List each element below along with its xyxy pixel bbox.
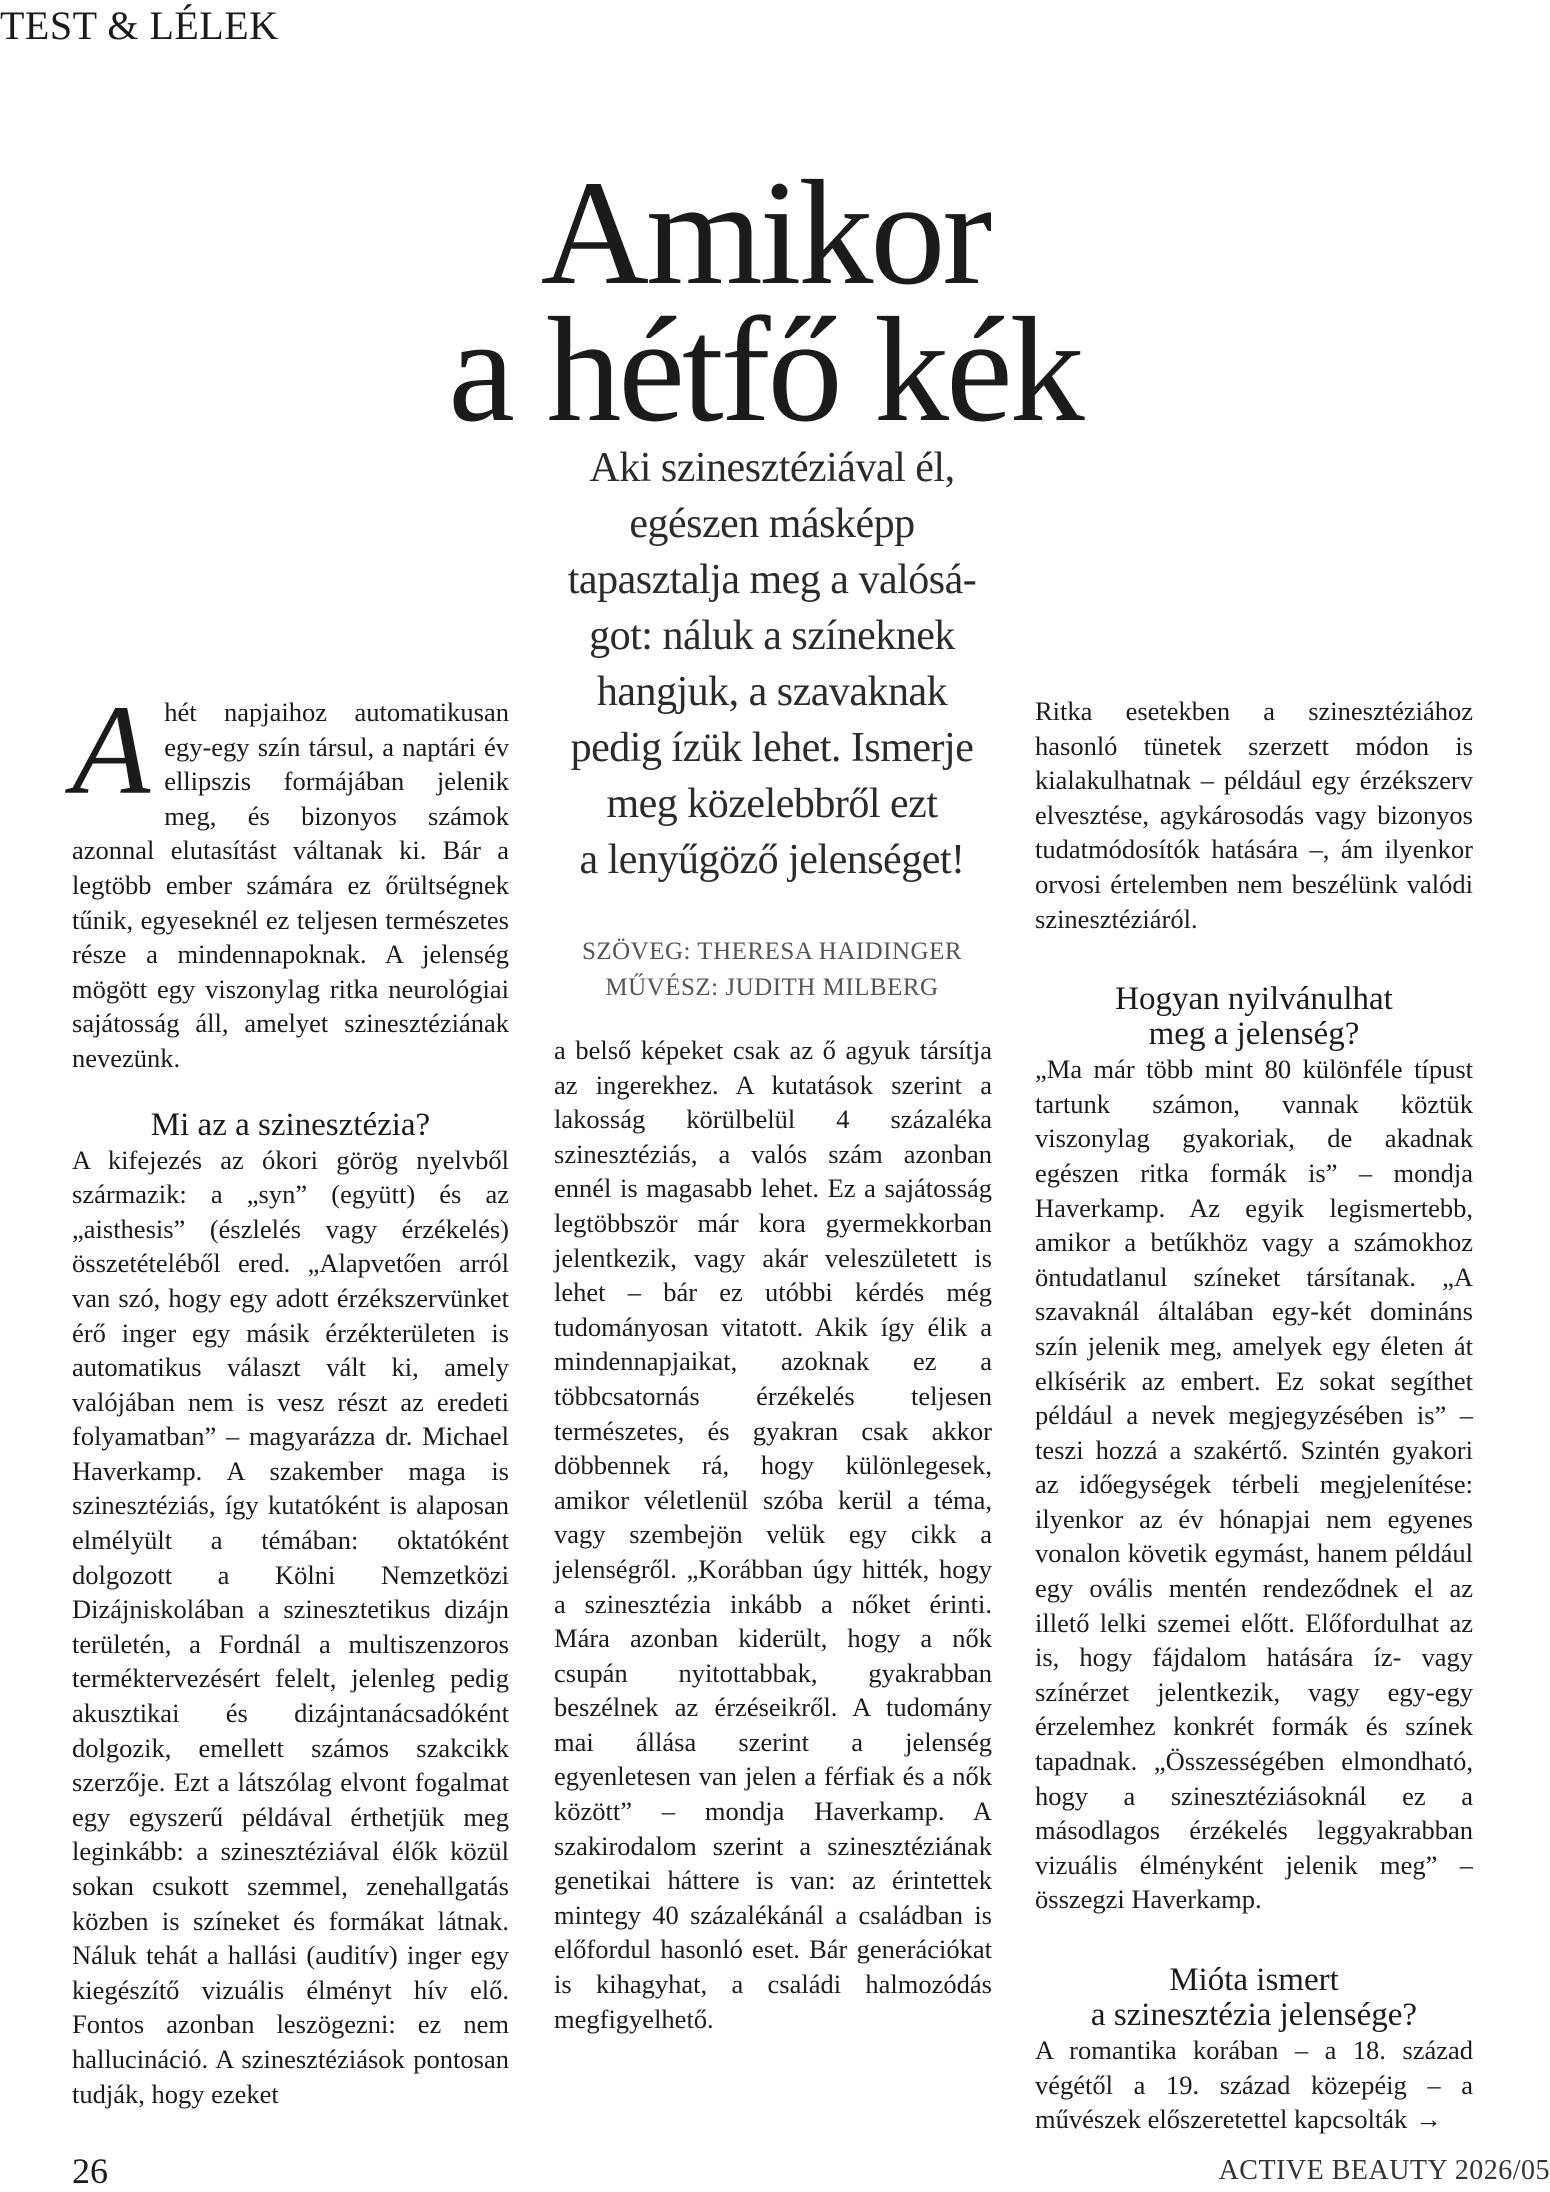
body-paragraph: a belső képeket csak az ő agyuk társítja az ingerekhez. A kutatások szerint a lakosság körülbelül 4 százaléka szinesztéziás, a valós szám azonban ennél is magasabb lehet. Ez a sajátosság legtöbbször már kora gyermekkorban jelentkezik, vagy akár veleszületett is lehet – bár ez utóbbi kérdés még tudományosan vitatott. Akik így élik a mindennapjaikat, azoknak ez a többcsatornás érzékelés teljesen természetes, és gyakran csak akkor döbbennek rá, hogy különlegesek, amikor véletlenül szóba kerül a téma, vagy szembejön velük egy cikk a jelenségről. „Korábban úgy hitték, hogy a szinesztézia inkább a nőket érinti. Mára azonban kiderült, hogy a nők csupán nyitottabbak, gyakrabban beszélnek az érzéseikről. A tudomány mai állása szerint a jelenség egyenletesen van jelen a férfiak és a nők között” – mondja Haverkamp. A szakirodalom szerint a szinesztéziának genetikai háttere is van: az érintettek mintegy 40 százalékánál a családban is előfordul hasonló eset. Bár generációkat is kihagyhat, a családi halmozódás megfigyelhető.: [554, 1035, 992, 2034]
column-1: [72, 679, 509, 2111]
subheading-line: Mióta ismert: [1169, 1962, 1339, 1998]
lead-line: meg közelebbről ezt: [606, 781, 938, 827]
continued-text: A romantika korában – a 18. század végétől a 19. század közepéig – a művészek előszeretettel kapcsolták: [1035, 2035, 1473, 2135]
lead-line: pedig ízük lehet. Ismerje: [570, 725, 974, 771]
lead-line: hangjuk, a szavaknak: [596, 669, 948, 715]
author-credit: SZÖVEG: THERESA HAIDINGER: [581, 938, 963, 965]
subheading: [1035, 982, 1473, 1052]
magazine-issue: ACTIVE BEAUTY 2026/05: [1218, 2155, 1550, 2186]
title-line: a hétfő kék: [448, 287, 1082, 453]
article-lead: [532, 440, 1012, 888]
subheading-line: meg a jelenség?: [1148, 1016, 1360, 1053]
section-label: TEST & LÉLEK: [0, 3, 279, 48]
article-title: [380, 150, 1150, 453]
subheading-line: Hogyan nyilvánulhat: [1115, 981, 1393, 1018]
lead-line: a lenyűgöző jelenséget!: [579, 837, 965, 883]
body-paragraph: „Ma már több mint 80 különféle típust tartunk számon, vannak köztük viszonylag gyakoriak, de akadnak egészen ritka formák is” – mondja Haverkamp. Az egyik legismertebb, amikor a betűkhöz vagy a számokhoz öntudatlanul színeket társítanak. „A szavaknál általában egy-két domináns szín jelenik meg, amelyek egy életen át elkísérik az embert. Ez sokat segíthet például a nevek megjegyzésében is” – teszi hozzá a szakértő. Szintén gyakori az időegységek térbeli megjelenítése: ilyenkor az év hónapjai nem egyenes vonalon követik egymást, hanem például egy ovális mentén rendeződnek el az illető lelki szemei előtt. Előfordulhat az is, hogy fájdalom hatására íz- vagy színérzet jelentkezik, vagy egy-egy érzelemhez konkrét formák és színek tapadnak. „Összességében elmondható, hogy a szinesztéziásoknál ez a másodlagos érzékelés leggyakrabban vizuális élményként jelenik meg” – összegzi Haverkamp.: [1035, 1054, 1473, 1915]
subheading: Mi az a szinesztézia?: [150, 1106, 431, 1143]
body-paragraph: [1035, 2033, 1473, 2137]
page-number: 26: [72, 2151, 108, 2191]
lead-line: tapasztalja meg a valósá-: [567, 557, 977, 603]
body-paragraph: A kifejezés az ókori görög nyelvből származik: a „syn” (együtt) és az „aisthesis” (észlelés vagy érzékelés) összetételéből ered. „Alapvetően arról van szó, hogy egy adott érzékszervünket érő inger egy másik érzékterületen is automatikus választ vált ki, amely valójában nem is vesz részt az eredeti folyamatban” – magyarázza dr. Michael Haverkamp. A szakember maga is szinesztéziás, így kutatóként is alaposan elmélyült a témában: oktatóként dolgozott a Kölni Nemzetközi Dizájniskolában a szinesztetikus dizájn területén, a Fordnál a multiszenzoros terméktervezésért felelt, jelenleg pedig akusztikai és dizájntanácsadóként dolgozik, emellett számos szakcikk szerzője. Ezt a látszólag elvont fogalmat egy egyszerű példával érthetjük meg leginkább: a szinesztéziával élők közül sokan csukott szemmel, zenehallgatás közben is színeket és formákat látnak. Náluk tehát a hallási (auditív) inger egy kiegészítő vizuális élményt hív elő. Fontos azonban leszögezni: ez nem hallucináció. A szinesztéziások pontosan tudják, hogy ezeket: [72, 1144, 509, 2109]
lead-line: Aki szinesztéziával él,: [589, 445, 955, 491]
continue-arrow-icon: →: [1415, 2104, 1442, 2135]
title-line: Amikor: [540, 150, 990, 316]
article-credits: [532, 934, 1012, 1006]
intro-text: hét napjaihoz automatikusan egy-egy szín társul, a naptári év ellipszis formájában jelenik meg, és bizonyos számok azonnal elutasítást váltanak ki. Bár a legtöbb ember számára ez őrültségnek tűnik, egyeseknél ez teljesen természetes része a mindennapoknak. A jelenség mögött egy viszonylag ritka neurológiai sajátosság áll, amelyet szinesztéziának nevezünk.: [72, 697, 509, 1073]
lead-line: egészen másképp: [629, 501, 915, 547]
subheading: [1035, 1963, 1473, 2033]
artist-credit: MŰVÉSZ: JUDITH MILBERG: [605, 974, 939, 1001]
column-2: [554, 1033, 992, 2036]
column-3: [1035, 694, 1473, 2137]
body-paragraph: Ritka esetekben a szinesztéziához hasonló tünetek szerzett módon is kialakulhatnak – például egy érzékszerv elvesztése, agykárosodás vagy bizonyos tudatmódosítók hatására –, ám ilyenkor orvosi értelemben nem beszélünk valódi szinesztéziáról.: [1035, 696, 1473, 934]
lead-line: got: náluk a színeknek: [589, 613, 955, 659]
subheading-line: a szinesztézia jelensége?: [1090, 1997, 1418, 2033]
intro-paragraph: [72, 679, 509, 1076]
drop-cap: A: [72, 679, 151, 821]
